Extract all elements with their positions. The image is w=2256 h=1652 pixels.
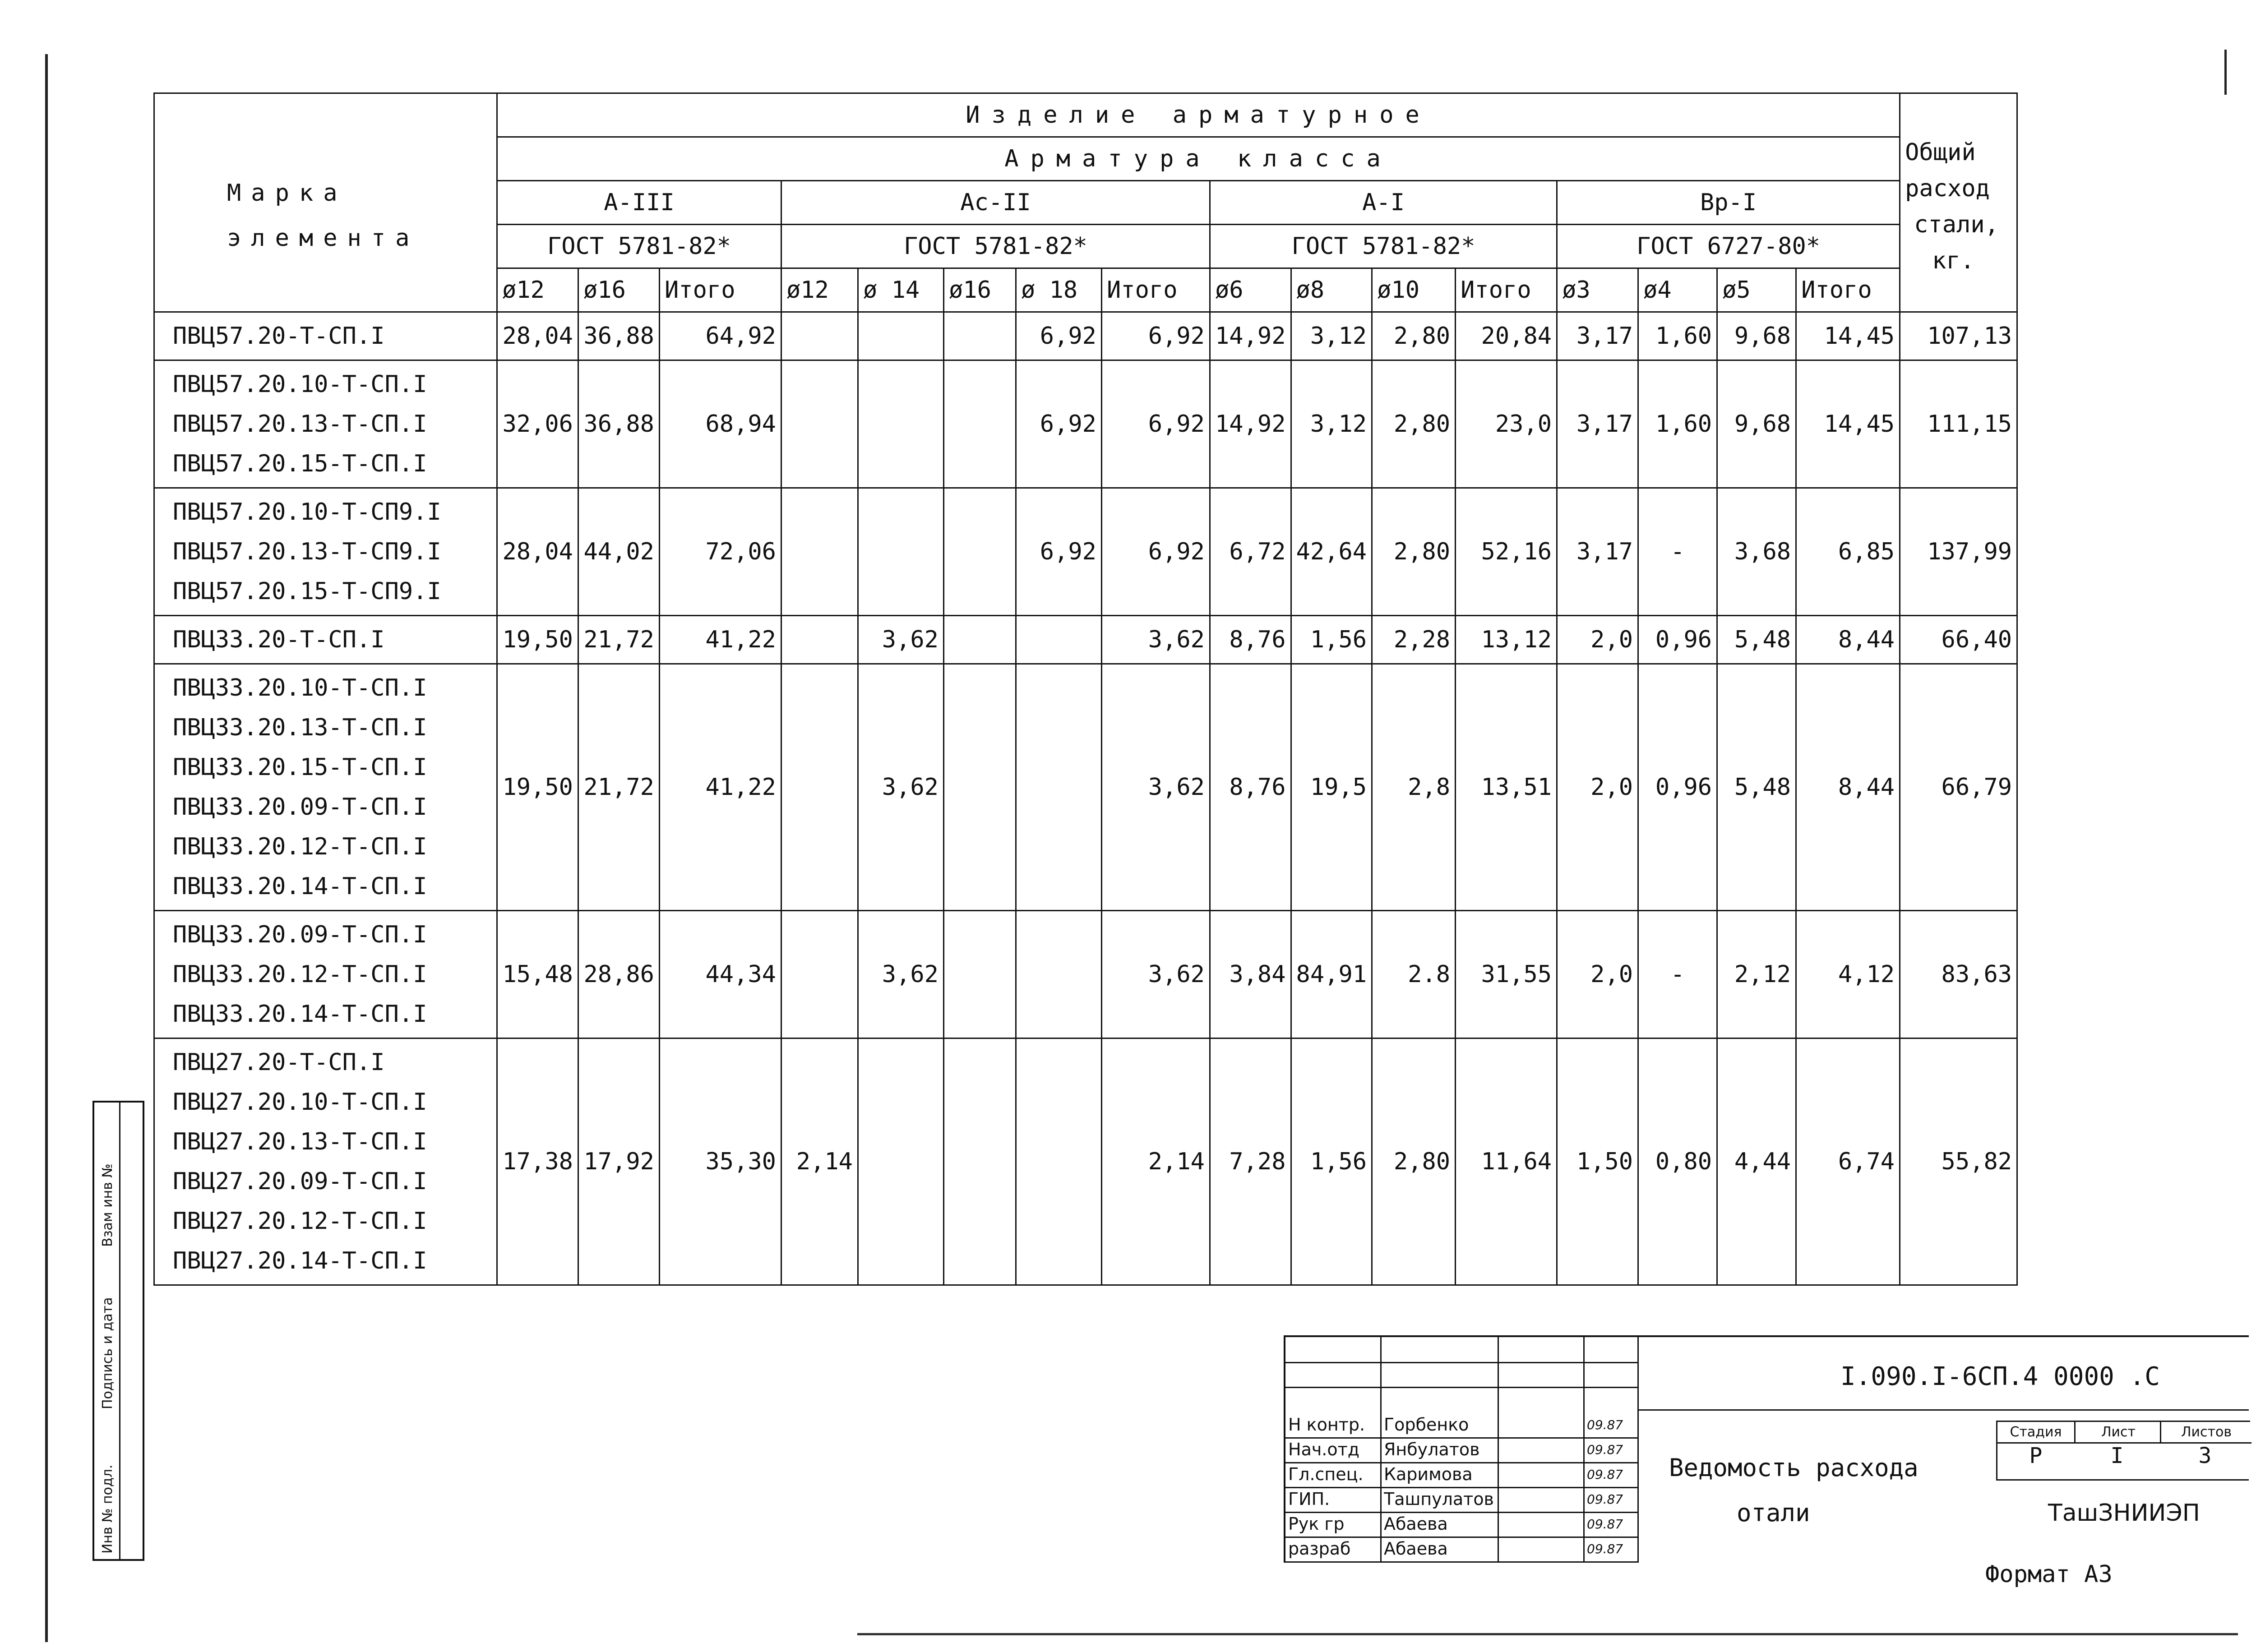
value-cell: 2,14 [781,1038,858,1285]
element-mark: ПВЦ27.20.10-Т-СП.I [173,1089,427,1116]
value-cell: 6,92 [1102,360,1210,488]
value-cell: 66,40 [1900,616,2017,664]
value-cell: 8,76 [1210,616,1291,664]
value-cell: 84,91 [1291,911,1372,1038]
value-cell [858,488,944,616]
signature-row [1285,1437,1637,1463]
diameter-header: ø8 [1291,268,1372,312]
element-mark: ПВЦ33.20.09-Т-СП.I [173,921,427,948]
signature-role: разраб [1288,1539,1351,1559]
value-cell: 2,8 [1372,664,1456,911]
class-header: Вр-I [1557,181,1900,225]
value-cell: 6,92 [1016,488,1102,616]
element-mark: ПВЦ27.20.09-Т-СП.I [173,1168,427,1195]
class-header: Ас-II [781,181,1210,225]
value-cell [944,616,1016,664]
value-cell: 3,62 [1102,911,1210,1038]
document-title: Ведомость расхода отали [1669,1454,1919,1527]
element-marks [154,616,497,664]
value-cell: 21,72 [578,616,660,664]
element-marks [154,911,497,1038]
element-mark: ПВЦ33.20.09-Т-СП.I [173,794,427,821]
table-row [154,488,2017,616]
value-cell: 36,88 [578,312,660,360]
value-cell: 55,82 [1900,1038,2017,1285]
value-cell: 1,56 [1291,1038,1372,1285]
value-cell [1016,911,1102,1038]
sheet-label: Лист [2074,1422,2161,1444]
value-cell: 3,68 [1717,488,1796,616]
signature-role: ГИП. [1288,1489,1330,1509]
value-cell: 6,92 [1102,488,1210,616]
value-cell: 3,62 [858,616,944,664]
value-cell: 32,06 [497,360,578,488]
value-cell: 1,56 [1291,616,1372,664]
steel-consumption-table [153,92,2018,1286]
value-cell: 14,45 [1796,312,1900,360]
value-cell: 2,80 [1372,488,1456,616]
diameter-header: ø3 [1557,268,1638,312]
signature-row [1285,1512,1637,1538]
value-cell [858,360,944,488]
value-cell: 17,38 [497,1038,578,1285]
value-cell: 3,62 [1102,616,1210,664]
sheets-value: 3 [2198,1443,2212,1468]
class-header: А-I [1210,181,1557,225]
signature-name: Абаева [1384,1514,1448,1534]
value-cell: 68,94 [660,360,781,488]
value-cell: 2,14 [1102,1038,1210,1285]
element-marks [154,1038,497,1285]
signature-name: Каримова [1384,1464,1473,1484]
value-cell: 137,99 [1900,488,2017,616]
value-cell: 2,80 [1372,360,1456,488]
signature-row [1285,1412,1637,1439]
diameter-header: Итого [660,268,781,312]
signature-role: Рук гр [1288,1514,1345,1534]
value-cell: 17,92 [578,1038,660,1285]
sheets-label: Листов [2160,1422,2251,1444]
value-cell: 3,62 [1102,664,1210,911]
value-cell: 41,22 [660,664,781,911]
value-cell: 7,28 [1210,1038,1291,1285]
gost-header: ГОСТ 5781-82* [1210,225,1557,268]
value-cell: 2,28 [1372,616,1456,664]
diameter-header: Итого [1796,268,1900,312]
frame-bottom-line [857,1633,2238,1635]
sheet-value: I [2110,1443,2124,1468]
value-cell: 3,17 [1557,488,1638,616]
value-cell: 35,30 [660,1038,781,1285]
value-cell: 44,02 [578,488,660,616]
element-mark: ПВЦ57.20.10-Т-СП.I [173,371,427,398]
signature-date: 09.87 [1587,1417,1623,1432]
element-mark: ПВЦ33.20.14-Т-СП.I [173,1001,427,1028]
value-cell: 8,44 [1796,664,1900,911]
value-cell: 14,45 [1796,360,1900,488]
signature-grid [1285,1337,1637,1563]
element-mark: ПВЦ57.20.10-Т-СП9.I [173,498,441,526]
value-cell: 3,12 [1291,312,1372,360]
signature-row [1285,1487,1637,1513]
value-cell: 72,06 [660,488,781,616]
value-cell: 2,0 [1557,616,1638,664]
side-label-sign: Подпись и дата [100,1297,116,1409]
table-row [154,616,2017,664]
value-cell: 3,12 [1291,360,1372,488]
value-cell [781,616,858,664]
element-mark: ПВЦ27.20.14-Т-СП.I [173,1247,427,1274]
value-cell: 2.8 [1372,911,1456,1038]
value-cell: 4,12 [1796,911,1900,1038]
table-row [154,911,2017,1038]
value-cell [1016,664,1102,911]
diameter-header: ø4 [1638,268,1717,312]
value-cell [944,312,1016,360]
value-cell [781,911,858,1038]
stage-value: Р [2029,1443,2043,1468]
armature-class-header: Арматура класса [497,137,1900,181]
value-cell: 1,60 [1638,312,1717,360]
gost-header: ГОСТ 5781-82* [781,225,1210,268]
value-cell: 3,17 [1557,360,1638,488]
value-cell: 4,44 [1717,1038,1796,1285]
value-cell: 6,74 [1796,1038,1900,1285]
side-label-inv: Инв № подл. [100,1464,116,1554]
value-cell: 2,0 [1557,664,1638,911]
value-cell: 13,12 [1456,616,1557,664]
empty-row [1285,1337,1637,1363]
value-cell: 44,34 [660,911,781,1038]
gost-header: ГОСТ 5781-82* [497,225,781,268]
diameter-header: ø5 [1717,268,1796,312]
value-cell: 52,16 [1456,488,1557,616]
value-cell: 19,5 [1291,664,1372,911]
value-cell: - [1638,911,1717,1038]
value-cell [858,1038,944,1285]
signature-role: Нач.отд [1288,1440,1360,1459]
element-mark: ПВЦ27.20.13-Т-СП.I [173,1128,427,1155]
element-mark: ПВЦ33.20.13-Т-СП.I [173,714,427,741]
value-cell: 31,55 [1456,911,1557,1038]
signature-row [1285,1537,1637,1563]
value-cell: 28,86 [578,911,660,1038]
value-cell: 0,96 [1638,664,1717,911]
element-mark: ПВЦ27.20.12-Т-СП.I [173,1208,427,1235]
value-cell: 28,04 [497,488,578,616]
value-cell: 3,17 [1557,312,1638,360]
value-cell: 83,63 [1900,911,2017,1038]
value-cell: 42,64 [1291,488,1372,616]
value-cell: 64,92 [660,312,781,360]
frame-right-tick [2224,50,2227,95]
element-mark: ПВЦ57.20.15-Т-СП9.I [173,578,441,605]
element-marks [154,360,497,488]
empty-row [1285,1362,1637,1388]
element-mark: ПВЦ33.20.12-Т-СП.I [173,961,427,988]
value-cell: 3,84 [1210,911,1291,1038]
stage-box [1996,1421,2250,1481]
value-cell [781,488,858,616]
value-cell [944,664,1016,911]
value-cell: 19,50 [497,616,578,664]
value-cell: 0,80 [1638,1038,1717,1285]
value-cell: 8,76 [1210,664,1291,911]
mark-header: Марка элемента [154,93,497,312]
element-mark: ПВЦ33.20.15-Т-СП.I [173,754,427,781]
element-mark: ПВЦ57.20.13-Т-СП.I [173,411,427,438]
table-row [154,664,2017,911]
signature-name: Янбулатов [1384,1440,1480,1459]
value-cell: 3,62 [858,664,944,911]
diameter-header: ø10 [1372,268,1456,312]
value-cell: 5,48 [1717,664,1796,911]
diameter-header: ø12 [497,268,578,312]
value-cell [781,664,858,911]
value-cell [858,312,944,360]
value-cell: 3,62 [858,911,944,1038]
signature-name: Ташпулатов [1384,1489,1494,1509]
organization: ТашЗНИИЭП [2048,1500,2200,1527]
value-cell [1016,616,1102,664]
signature-name: Горбенко [1384,1415,1469,1435]
element-mark: ПВЦ33.20-Т-СП.I [173,626,385,653]
value-cell: 6,92 [1016,312,1102,360]
signature-date: 09.87 [1587,1541,1623,1556]
diameter-header: ø12 [781,268,858,312]
element-marks [154,488,497,616]
side-stamp [92,1101,144,1561]
value-cell: 66,79 [1900,664,2017,911]
value-cell: 20,84 [1456,312,1557,360]
diameter-header: Итого [1456,268,1557,312]
value-cell: 1,60 [1638,360,1717,488]
value-cell: 19,50 [497,664,578,911]
format-label: Формат А3 [1985,1561,2113,1588]
class-header: А-III [497,181,781,225]
value-cell [1016,1038,1102,1285]
signature-date: 09.87 [1587,1442,1623,1457]
value-cell: 14,92 [1210,312,1291,360]
value-cell: 0,96 [1638,616,1717,664]
table-row [154,360,2017,488]
element-mark: ПВЦ33.20.12-Т-СП.I [173,833,427,860]
document-code: I.090.I-6СП.4 0000 .С [1840,1362,2160,1391]
table-row [154,1038,2017,1285]
signature-row [1285,1462,1637,1488]
value-cell: 111,15 [1900,360,2017,488]
element-mark: ПВЦ33.20.14-Т-СП.I [173,873,427,900]
value-cell: 13,51 [1456,664,1557,911]
side-label-replace: Взам инв № [100,1163,116,1247]
element-mark: ПВЦ57.20.13-Т-СП9.I [173,538,441,565]
element-mark: ПВЦ57.20-Т-СП.I [173,323,385,350]
diameter-header: ø 14 [858,268,944,312]
value-cell [944,1038,1016,1285]
value-cell: 23,0 [1456,360,1557,488]
value-cell: 6,92 [1102,312,1210,360]
element-mark: ПВЦ57.20.15-Т-СП.I [173,450,427,477]
value-cell [944,911,1016,1038]
signature-date: 09.87 [1587,1467,1623,1482]
value-cell [781,312,858,360]
element-marks [154,312,497,360]
value-cell: 11,64 [1456,1038,1557,1285]
element-marks [154,664,497,911]
value-cell: 2,80 [1372,1038,1456,1285]
value-cell: 28,04 [497,312,578,360]
value-cell: 9,68 [1717,312,1796,360]
value-cell: 2,80 [1372,312,1456,360]
value-cell [944,488,1016,616]
product-header: Изделие арматурное [497,93,1900,137]
element-mark: ПВЦ27.20-Т-СП.I [173,1049,385,1076]
diameter-header: ø6 [1210,268,1291,312]
diameter-header: ø 18 [1016,268,1102,312]
value-cell: - [1638,488,1717,616]
value-cell [781,360,858,488]
value-cell: 21,72 [578,664,660,911]
table-row [154,312,2017,360]
value-cell: 5,48 [1717,616,1796,664]
value-cell [944,360,1016,488]
signature-role: Гл.спец. [1288,1464,1364,1484]
total-header: Общий расход стали, кг. [1900,93,2017,312]
value-cell: 6,92 [1016,360,1102,488]
value-cell: 36,88 [578,360,660,488]
value-cell: 2,0 [1557,911,1638,1038]
value-cell: 6,72 [1210,488,1291,616]
stage-label: Стадия [1997,1422,2074,1444]
gost-header: ГОСТ 6727-80* [1557,225,1900,268]
diameter-header: ø16 [578,268,660,312]
value-cell: 6,85 [1796,488,1900,616]
value-cell: 8,44 [1796,616,1900,664]
signature-name: Абаева [1384,1539,1448,1559]
value-cell: 9,68 [1717,360,1796,488]
frame-left-line [45,54,48,1642]
element-mark: ПВЦ33.20.10-Т-СП.I [173,674,427,701]
diameter-header: Итого [1102,268,1210,312]
diameter-header: ø16 [944,268,1016,312]
value-cell: 2,12 [1717,911,1796,1038]
value-cell: 41,22 [660,616,781,664]
value-cell: 107,13 [1900,312,2017,360]
title-block [1284,1335,2249,1563]
value-cell: 14,92 [1210,360,1291,488]
signature-date: 09.87 [1587,1517,1623,1532]
signature-date: 09.87 [1587,1492,1623,1507]
value-cell: 1,50 [1557,1038,1638,1285]
value-cell: 15,48 [497,911,578,1038]
signature-role: Н контр. [1288,1415,1365,1435]
